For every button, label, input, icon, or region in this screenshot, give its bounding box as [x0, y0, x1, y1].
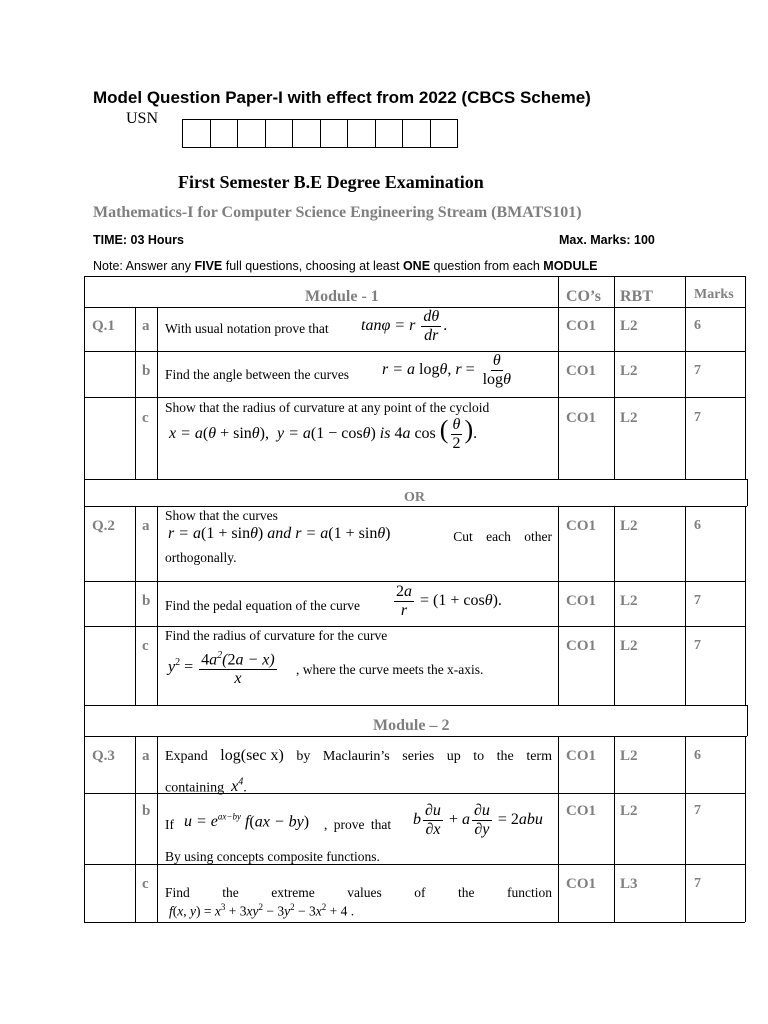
word: Maclaurin’s [322, 749, 390, 764]
math-expression: $\frac{2a}{r}$ = (1 + cosθ). [396, 583, 502, 619]
word: Find [165, 885, 190, 900]
instructions-note [93, 259, 597, 273]
co-value: CO1 [566, 518, 596, 534]
question-text: containing $x^4$. [165, 777, 247, 796]
usn-box[interactable] [320, 119, 349, 148]
question-text: Show that the radius of curvature at any point of the cycloid [165, 400, 490, 415]
question-text: With usual notation prove that [165, 321, 329, 336]
exam-title: First Semester B.E Degree Examination [178, 172, 484, 192]
math-expression: f(x, $y) = x^3 + 3xy^2 - 3y^2 - 3x^2 + 4$ . [169, 902, 355, 919]
co-value: CO1 [566, 748, 596, 764]
co-value: CO1 [566, 410, 596, 426]
marks-value: 6 [694, 518, 701, 533]
note-emphasis: FIVE [194, 259, 223, 273]
rbt-value: L2 [620, 638, 638, 654]
co-value: CO1 [566, 593, 596, 609]
sub-question-label: c [142, 638, 149, 654]
question-text: Find the angle between the curves [165, 367, 350, 382]
math-expression: $x^4$ [231, 777, 244, 796]
question-number: Q.1 [92, 318, 115, 334]
sub-question-label: b [142, 363, 151, 379]
rbt-value: L2 [620, 410, 638, 426]
word: series [402, 749, 435, 764]
usn-box[interactable] [430, 119, 459, 148]
sub-question-label: a [142, 318, 150, 334]
co-value: CO1 [566, 803, 596, 819]
rbt-value: L2 [620, 518, 638, 534]
word: by [296, 749, 311, 764]
question-text: , prove that [324, 817, 392, 832]
note-emphasis: MODULE [543, 259, 598, 273]
math-expression: $u = e^{ax-by}$ f(ax − by) [184, 812, 310, 831]
word: to [473, 749, 485, 764]
word: function [507, 885, 552, 900]
paper-title: Model Question Paper-I with effect from 2022 (CBCS Scheme) [93, 88, 591, 107]
note-emphasis: ONE [402, 259, 431, 273]
module-heading: Module - 1 [305, 288, 379, 305]
marks-value: 6 [694, 748, 701, 763]
note-prefix: Note: [93, 259, 123, 273]
math-expression: r = a logθ, r = $\frac{\theta}{\log\theta}$ [382, 352, 511, 388]
usn-boxes [183, 119, 458, 148]
question-text: Cut each other [453, 529, 552, 544]
marks-value: 7 [694, 410, 701, 425]
module-heading: Module – 2 [373, 717, 450, 734]
column-header-marks: Marks [694, 287, 734, 302]
math-expression: r = a(1 + sinθ) and r = a(1 + sinθ) [168, 525, 391, 542]
word: term [526, 749, 552, 764]
question-text: , where the curve meets the x-axis. [296, 662, 484, 677]
marks-value: 6 [694, 318, 701, 333]
word: the [458, 885, 475, 900]
usn-box[interactable] [237, 119, 266, 148]
word: up [446, 749, 461, 764]
math-expression: $y^2$ = $\frac{4a^2(2a - x)}{x}$ [168, 647, 279, 688]
question-text: Find the pedal equation of the curve [165, 598, 360, 613]
word: values [347, 885, 382, 900]
or-divider: OR [404, 490, 425, 505]
subject-title: Mathematics-I for Computer Science Engineering Stream (BMATS101) [93, 204, 582, 221]
usn-label: USN [126, 110, 159, 127]
usn-box[interactable] [182, 119, 211, 148]
rbt-value: L2 [620, 318, 638, 334]
marks-value: 7 [694, 593, 701, 608]
usn-box[interactable] [375, 119, 404, 148]
sub-question-label: c [142, 876, 149, 892]
rbt-value: L2 [620, 803, 638, 819]
usn-box[interactable] [402, 119, 431, 148]
question-text: If [165, 817, 174, 832]
sub-question-label: a [142, 518, 150, 534]
marks-value: 7 [694, 638, 701, 653]
question-text [165, 747, 552, 765]
co-value: CO1 [566, 318, 596, 334]
marks-value: 7 [694, 363, 701, 378]
column-header-rbt: RBT [620, 288, 653, 305]
exam-duration: TIME: 03 Hours [93, 233, 184, 247]
co-value: CO1 [566, 638, 596, 654]
sub-question-label: c [142, 410, 149, 426]
question-text: orthogonally. [165, 550, 237, 565]
question-text: By using concepts composite functions. [165, 849, 380, 864]
rbt-value: L2 [620, 593, 638, 609]
max-marks: Max. Marks: 100 [559, 233, 655, 247]
note-text: question from each [430, 259, 544, 273]
column-header-co: CO’s [566, 288, 601, 305]
math-expression: tanφ = r $\frac{d\theta}{dr}$ . [361, 308, 448, 344]
word: of [414, 885, 426, 900]
sub-question-label: b [142, 803, 151, 819]
sub-question-label: a [142, 748, 150, 764]
sub-question-label: b [142, 593, 151, 609]
co-value: CO1 [566, 876, 596, 892]
usn-box[interactable] [210, 119, 239, 148]
note-text: Answer any [122, 259, 195, 273]
question-number: Q.3 [92, 748, 115, 764]
question-text [165, 884, 552, 901]
word: extreme [271, 885, 315, 900]
question-text: Find the radius of curvature for the curve [165, 628, 388, 643]
usn-box[interactable] [265, 119, 294, 148]
rbt-value: L3 [620, 876, 638, 892]
co-value: CO1 [566, 363, 596, 379]
question-number: Q.2 [92, 518, 115, 534]
math-expression: log(sec x) [220, 747, 284, 764]
word: the [496, 749, 514, 764]
marks-value: 7 [694, 803, 701, 818]
math-expression: x = a(θ + sinθ), y = a(1 − cosθ) is 4a cos ( $\frac{\theta}{2}$ ). [169, 415, 478, 452]
question-text: Show that the curves [165, 508, 278, 523]
usn-box[interactable] [292, 119, 321, 148]
usn-box[interactable] [347, 119, 376, 148]
word: the [222, 885, 239, 900]
rbt-value: L2 [620, 748, 638, 764]
marks-value: 7 [694, 876, 701, 891]
math-expression: b $\frac{\partial u}{\partial x}$ + a $\frac{\partial u}{\partial y}$ = 2abu [413, 802, 543, 838]
note-text: full questions, choosing at least [222, 259, 403, 273]
word: Expand [165, 749, 208, 764]
rbt-value: L2 [620, 363, 638, 379]
word: containing [165, 780, 225, 796]
